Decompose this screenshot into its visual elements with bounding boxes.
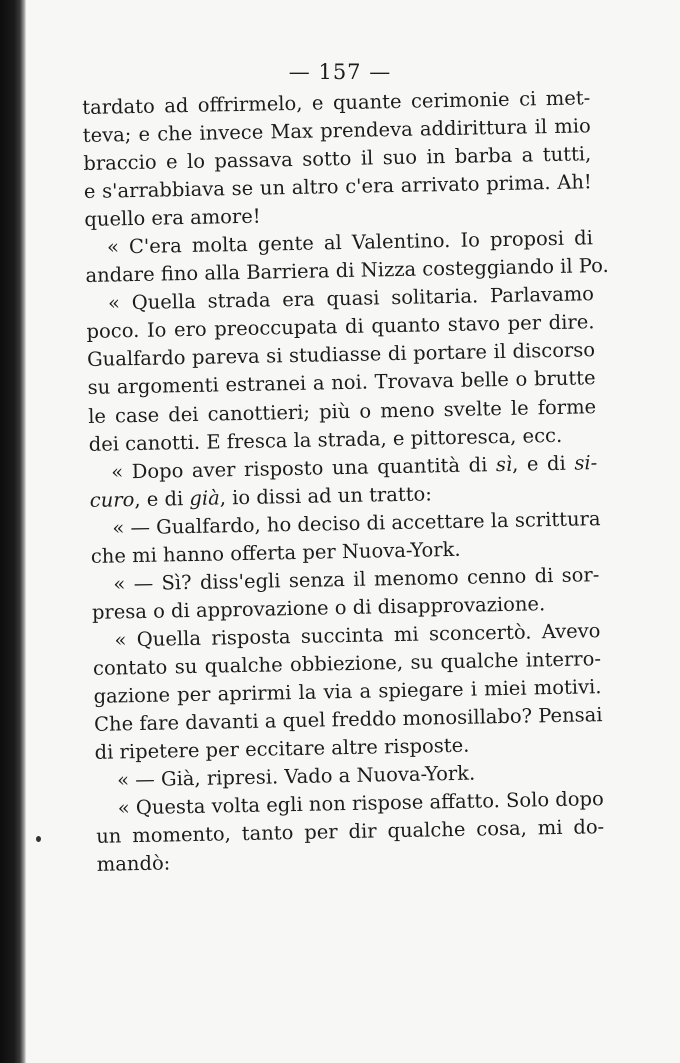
line-text: tardato ad offrirmelo, e quante cerimonie ci met- [82, 86, 591, 119]
page-number: — 157 — [288, 60, 392, 84]
line-text: poco. Io ero preoccupata di quanto stavo per dire. [86, 310, 595, 344]
italic-word: già [189, 486, 220, 510]
page-body-text [82, 84, 609, 879]
line-text: gazione per aprirmi la via a spiegare i miei motivi. [93, 675, 602, 708]
line-text: mandò: [96, 851, 171, 877]
line-text: e s'arrabbiava se un altro c'era arrivato prima. Ah! [83, 170, 593, 204]
line-text: che mi hanno offerta per Nuova-York. [90, 537, 461, 568]
line-text: dei canotti. E fresca la strada, e pittoresca, ecc. [88, 423, 563, 456]
line-text: un momento, tanto per dir qualche cosa, mi do- [96, 815, 605, 849]
italic-word: sì [495, 452, 513, 476]
line-text: « Dopo aver risposto una quantità di [111, 452, 497, 484]
line-text: Che fare davanti a quel freddo monosillabo? Pensai [93, 703, 603, 736]
line-text: teva; e che invece Max prendeva addirittura il mio [82, 114, 591, 148]
line-text: Gualfardo pareva si studiasse di portare il discorso [86, 338, 596, 372]
line-text: presa o di approvazione o di disapprovazione. [91, 592, 546, 624]
line-text: « Quella risposta succinta mi sconcertò. Avevo [114, 619, 601, 652]
italic-word: curo [89, 487, 135, 512]
line-text: « C'era molta gente al Valentino. Io proposi di [106, 226, 594, 259]
line-text: di ripetere per eccitare altre risposte. [94, 733, 470, 764]
line-text: quello era amore! [84, 204, 261, 232]
line-text: « Questa volta egli non rispose affatto. Solo dopo [117, 787, 604, 820]
line-text: « — Già, ripresi. Vado a Nuova-York. [116, 761, 476, 792]
line-text: « — Gualfardo, ho deciso di accettare la scrittura [112, 506, 601, 540]
ink-speck [36, 836, 41, 842]
line-text: , e di [134, 486, 190, 511]
line-text: braccio e lo passava sotto il suo in barba a tutti, [83, 142, 592, 176]
line-text: , e di [511, 451, 575, 476]
line-text: le case dei canottieri; più o meno svelte le forme [87, 394, 597, 428]
line-text: « — Sì? diss'egli senza il menomo cenno di sor- [113, 562, 600, 596]
book-binding-edge [0, 0, 26, 1063]
line-text: su argomenti estranei a noi. Trovava belle o brutte [87, 366, 596, 400]
line-text: , io dissi ad un tratto: [219, 482, 433, 510]
line-text: andare fino alla Barriera di Nizza costeggiando il Po. [85, 254, 609, 288]
line-text: contato su qualche obbiezione, su qualche interro- [92, 647, 602, 680]
line-text: « Quella strada era quasi solitaria. Parlavamo [107, 282, 595, 315]
italic-word: si- [574, 450, 598, 475]
